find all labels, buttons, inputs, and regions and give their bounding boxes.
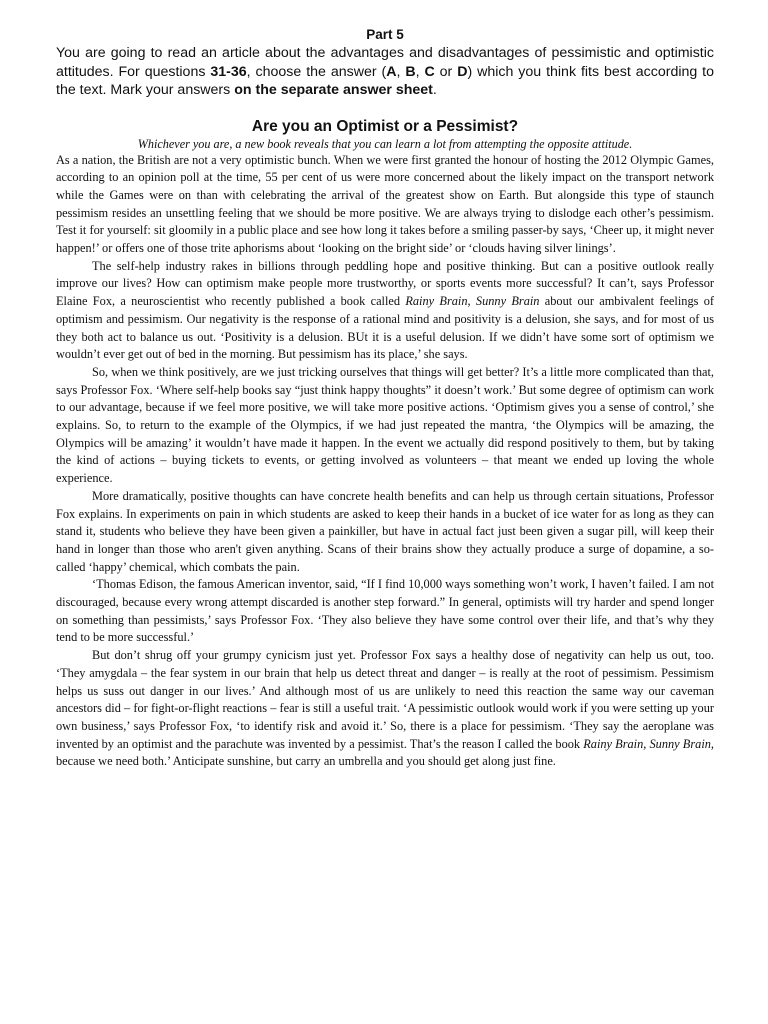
separator: , xyxy=(415,63,425,80)
option-c: C xyxy=(424,63,435,80)
paragraph-text: because we need both.’ Anticipate sunshine, but carry an umbrella and you should get along just fine. xyxy=(56,754,556,769)
instructions xyxy=(56,44,714,100)
answer-sheet-note: on the separate answer sheet xyxy=(234,82,433,98)
paragraph-4: More dramatically, positive thoughts can have concrete health benefits and can help us through certain situations, Professor Fox explains. In experiments on pain in which students are asked to keep their hands in a bucket of ice water for as long as they can stand it, students who believe they have been given a painkiller, but have in actual fact just been given a sugar pill, will keep their hand in longer than those who aren't given anything. Scans of their brains show they actually produce a surge of dopamine, a so-called ‘happy’ chemical, which combats the pain. xyxy=(56,488,714,574)
article-body xyxy=(56,152,714,772)
part-title: Part 5 xyxy=(366,27,404,42)
paragraph-6 xyxy=(56,647,714,771)
article-title: Are you an Optimist or a Pessimist? xyxy=(251,117,519,135)
question-range: 31-36 xyxy=(210,63,247,80)
paragraph-text: But don’t shrug off your grumpy cynicism just yet. Professor Fox says a healthy dose of negativity can help us out, too. ‘They amygdala – the fear system in our brain that help us detect threat and danger – is really at the root of pessimism. Pessimism helps us suss out danger in our lives.’ And although most of us are unlikely to need this reaction the same way our caveman ancestors did – for fight-or-flight reactions – fear is still a useful trait. ‘A pessimistic outlook would work if you were setting up your own business,’ says Professor Fox, ‘to identify risk and avoid it.’ So, there is a place for pessimism. ‘They say the aeroplane was invented by an optimist and the parachute was invented by a pessimist. That’s the reason I called the book xyxy=(56,648,714,751)
paragraph-5: ‘Thomas Edison, the famous American inventor, said, “If I find 10,000 ways something won’t work, I haven’t failed. I am not discouraged, because every wrong attempt discarded is another step forward.” In general, optimists will try harder and spend longer on something than pessimists,’ says Professor Fox. ‘They also believe they have some control over their life, and that’s why they tend to be more successful.’ xyxy=(56,577,714,645)
instructions-text: ) which you think fits best according to the text. Mark your answers xyxy=(56,63,715,98)
paragraph-2 xyxy=(56,258,714,364)
book-title: Rainy Brain, Sunny Brain, xyxy=(583,736,715,751)
option-d: D xyxy=(457,63,468,80)
separator: or xyxy=(434,63,458,80)
option-a: A xyxy=(386,63,397,80)
paragraph-text: about our ambivalent feelings of optimism and pessimism. Our negativity is the response of a rational mind and positivity is a delusion, she says, and for most of us they both act to balance us out. ‘Positivity is a delusion. BUt it is a useful delusion. If we didn’t have some sort of optimism we wouldn’t ever get out of bed in the morning. But pessimism has its place,’ she says. xyxy=(56,294,714,362)
paragraph-1: As a nation, the British are not a very optimistic bunch. When we were first granted the honour of hosting the 2012 Olympic Games, according to an opinion poll at the time, 55 per cent of us were more concerned about the likely impact on the transport network while the Games were on than with celebrating the arrival of the greatest show on Earth. But alongside this type of staunch pessimism resides an unsettling feeling that we should be more positive. We are always trying to dislodge each other’s pessimism. Test it for yourself: sit gloomily in a public place and see how long it takes before a smiling passer-by says, ‘Cheer up, it might never happen!’ or offers one of those trite aphorisms about ‘looking on the bright side’ or ‘clouds having silver linings’. xyxy=(56,152,714,256)
paragraph-text: The self-help industry rakes in billions through peddling hope and positive thinking. But can a positive outlook really improve our lives? How can optimism make people more trustworthy, or sports events more successful? It can’t, says Professor Elaine Fox, a neuroscientist who recently published a book called xyxy=(56,258,714,309)
book-title: Rainy Brain, Sunny Brain xyxy=(405,294,540,309)
separator: , xyxy=(396,63,406,80)
instructions-text: , choose the answer ( xyxy=(246,63,387,80)
option-b: B xyxy=(405,63,416,80)
exam-page xyxy=(56,26,714,771)
instructions-text: . xyxy=(432,82,437,98)
paragraph-3: So, when we think positively, are we just tricking ourselves that things will get better? It’s a little more complicated than that, says Professor Fox. ‘Where self-help books say “just think happy thoughts” it doesn’t work.’ But some degree of optimism can work to our advantage, because if we feel more positive, we will take more positive actions. ‘Optimism gives you a sense of control,’ she explains. So, to return to the example of the Olympics, if we had just repeated the mantra, ‘the Olympics will be amazing, the Olympics will be amazing’ it wouldn’t have made it happen. In the event we actually did respond positively to them, but by taking the kind of actions – buying tickets to events, or getting involved as volunteers – that meant we ended up loving the whole experience. xyxy=(56,364,714,486)
instructions-text: You are going to read an article about the advantages and disadvantages of pessimistic and optimistic attitudes. For questions xyxy=(56,45,714,80)
article-subtitle: Whichever you are, a new book reveals that you can learn a lot from attempting the opposite attitude. xyxy=(137,136,633,151)
